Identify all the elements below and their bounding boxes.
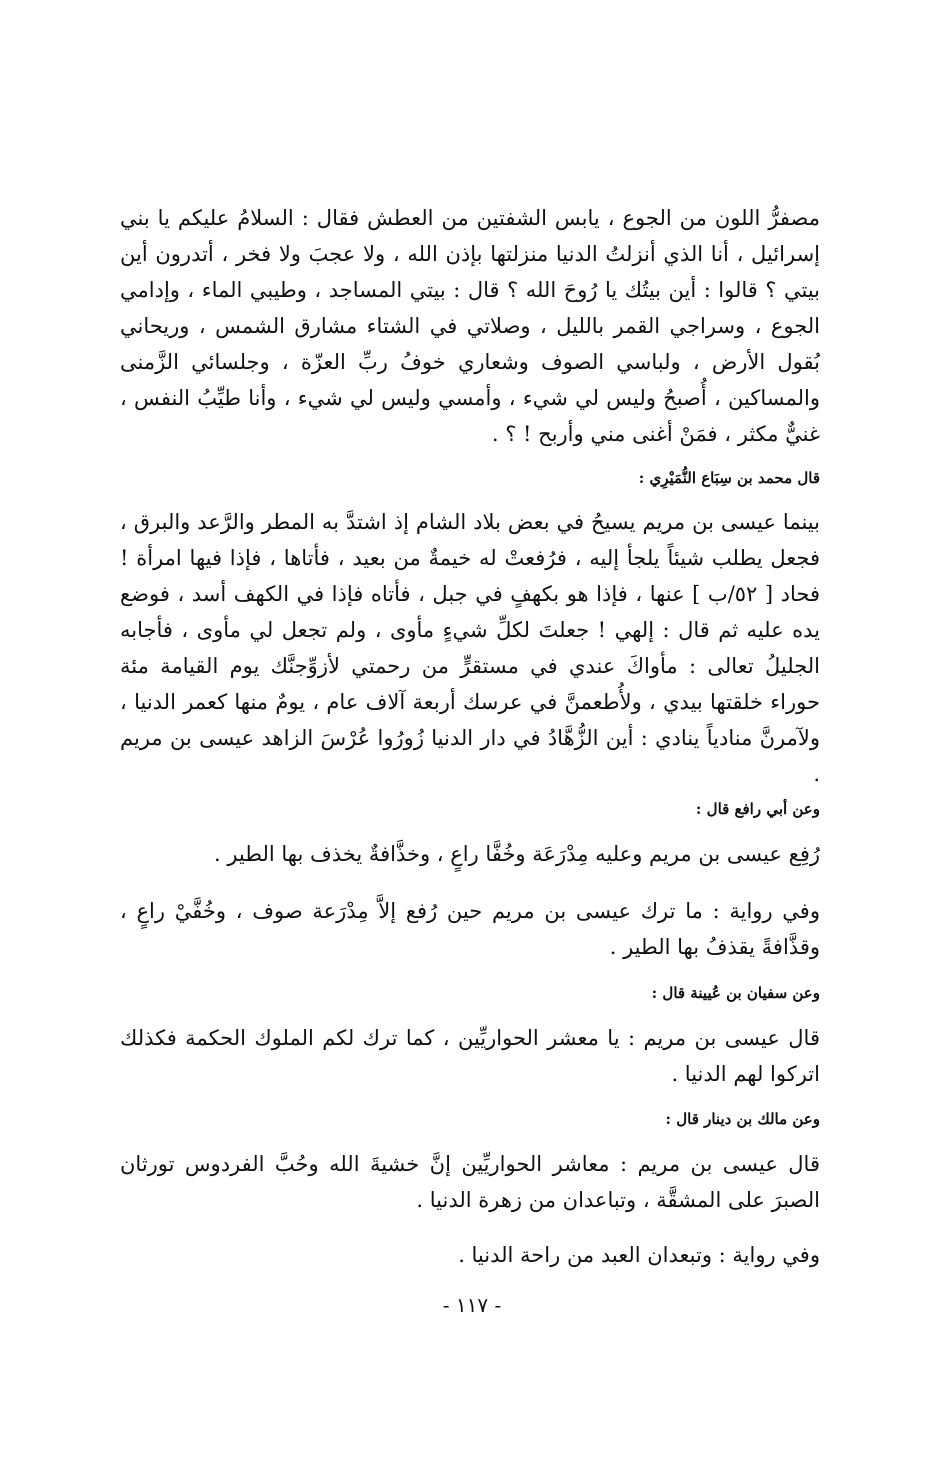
paragraph-1-text: مصفرُّ اللون من الجوع ، يابس الشفتين من العطش فقال : السلامُ عليكم يا بني إسرائيل ، أنا الذي أنزلتُ الدنيا منزلتها بإذن الله ، ولا عجبَ ولا فخر ، أتدرون أين بيتي ؟ قالوا : أين بيتُك يا رُوحَ الله ؟ قال : بيتي المساجد ، وطيبي الماء ، وإدامي الجوع ، وسراجي القمر بالليل ، وصلاتي في الشتاء مشارق الشمس ، وريحاني بُقول الأرض ، ولباسي الصوف وشعاري خوفُ ربِّ العزّة ، وجلسائي الزَّمنى والمساكين ، أُصبحُ وليس لي شيء ، وأمسي وليس لي شيء ، وأنا طيِّبُ النفس ، غنيٌّ مكثر ، فمَنْ أغنى مني وأربح ! ؟ . xyxy=(120,206,820,446)
paragraph-3-text: رُفِع عيسى بن مريم وعليه مِدْرَعَة وخُفَّا راعٍ ، وخذَّافةٌ يخذف بها الطير . xyxy=(213,842,820,866)
heading-malik-ibn-dinar: وعن مالك بن دينار قال : xyxy=(665,1110,820,1128)
heading-muhammad-ibn-sibaa: قال محمد بن سِبَاع النُّمَيْرِي : xyxy=(638,469,820,487)
page-number: - ١١٧ - xyxy=(442,1293,502,1317)
paragraph-4 xyxy=(120,893,820,965)
heading-sufyan-ibn-uyaynah: وعن سفيان بن عُيينة قال : xyxy=(651,984,820,1002)
paragraph-5 xyxy=(120,1020,820,1092)
paragraph-6 xyxy=(120,1146,820,1218)
paragraph-7 xyxy=(120,1237,820,1273)
paragraph-4-text: وفي رواية : ما ترك عيسى بن مريم حين رُفع إلاَّ مِدْرَعة صوف ، وخُفَّيْ راعٍ ، وقذَّافةً يقذفُ بها الطير . xyxy=(120,899,820,959)
paragraph-5-text: قال عيسى بن مريم : يا معشر الحواريِّين ، كما ترك لكم الملوك الحكمة فكذلك اتركوا لهم الدنيا . xyxy=(120,1026,820,1086)
paragraph-6-text: قال عيسى بن مريم : معاشر الحواريِّين إنَّ خشيةَ الله وحُبَّ الفردوس تورثان الصبرَ على المشقَّة ، وتباعدان من زهرة الدنيا . xyxy=(120,1152,820,1212)
paragraph-1 xyxy=(120,200,820,452)
paragraph-3 xyxy=(120,836,820,872)
paragraph-2 xyxy=(120,504,820,792)
paragraph-2-text: بينما عيسى بن مريم يسيحُ في بعض بلاد الشام إذ اشتدَّ به المطر والرَّعد والبرق ، فجعل يطلب شيئاً يلجأ إليه ، فرُفعتْ له خيمةٌ من بعيد ، فأتاها ، فإذا فيها امرأة ! فحاد [ ٥٢/ب ] عنها ، فإذا هو بكهفٍ في جبل ، فأتاه فإذا في الكهف أسد ، فوضع يده عليه ثم قال : إلهي ! جعلتَ لكلِّ شيءٍ مأوى ، ولم تجعل لي مأوى ، فأجابه الجليلُ تعالى : مأواكَ عندي في مستقرٍّ من رحمتي لأزوِّجنَّك يوم القيامة مئة حوراء خلقتها بيدي ، ولأُطعمنَّ في عرسك أربعة آلاف عام ، يومٌ منها كعمر الدنيا ، ولآمرنَّ منادياً ينادي : أين الزُّهَّادُ في دار الدنيا زُورُوا عُرْسَ الزاهد عيسى بن مريم . xyxy=(120,510,820,786)
heading-abi-rafi: وعن أبي رافع قال : xyxy=(695,800,820,818)
paragraph-7-text: وفي رواية : وتبعدان العبد من راحة الدنيا . xyxy=(458,1243,820,1267)
